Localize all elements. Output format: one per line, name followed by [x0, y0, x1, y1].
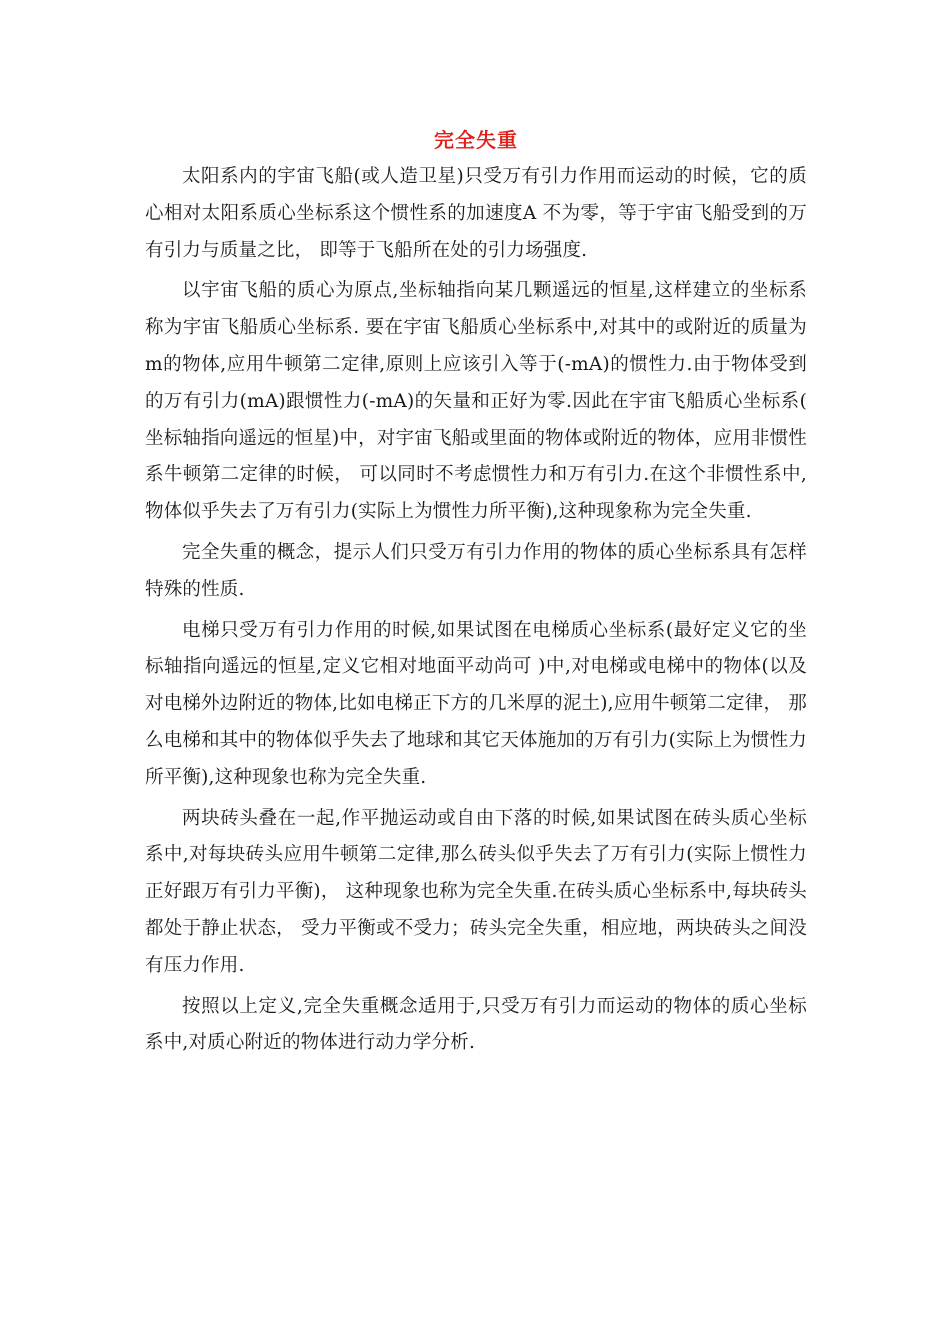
paragraph-2: 以宇宙飞船的质心为原点,坐标轴指向某几颗遥远的恒星,这样建立的坐标系称为宇宙飞船质心坐标系. 要在宇宙飞船质心坐标系中,对其中的或附近的质量为m的物体,应用牛顿第二定律,原则上应该引入等于(-mA)的惯性力.由于物体受到的万有引力(mA)跟惯性力(-mA)的矢量和正好为零.因此在宇宙飞船质心坐标系( 坐标轴指向遥远的恒星)中，对宇宙飞船或里面的物体或附近的物体，应用非惯性系牛顿第二定律的时候， 可以同时不考虑惯性力和万有引力.在这个非惯性系中,物体似乎失去了万有引力(实际上为惯性力所平衡),这种现象称为完全失重.	[145, 280, 807, 523]
document-title: 完全失重	[434, 128, 518, 152]
paragraph-3: 完全失重的概念，提示人们只受万有引力作用的物体的质心坐标系具有怎样特殊的性质.	[145, 541, 807, 600]
paragraph-1: 太阳系内的宇宙飞船(或人造卫星)只受万有引力作用而运动的时候，它的质心相对太阳系质心坐标系这个惯性系的加速度A 不为零，等于宇宙飞船受到的万有引力与质量之比， 即等于飞船所在处的引力场强度.	[145, 166, 807, 261]
paragraph-4: 电梯只受万有引力作用的时候,如果试图在电梯质心坐标系(最好定义它的坐标轴指向遥远的恒星,定义它相对地面平动尚可 )中,对电梯或电梯中的物体(以及对电梯外边附近的物体,比如电梯正下方的几米厚的泥土),应用牛顿第二定律， 那么电梯和其中的物体似乎失去了地球和其它天体施加的万有引力(实际上为惯性力所平衡),这种现象也称为完全失重.	[145, 619, 807, 788]
paragraph-6: 按照以上定义,完全失重概念适用于,只受万有引力而运动的物体的质心坐标系中,对质心附近的物体进行动力学分析.	[145, 995, 807, 1054]
document-page	[145, 125, 807, 1066]
paragraph-5: 两块砖头叠在一起,作平抛运动或自由下落的时候,如果试图在砖头质心坐标系中,对每块砖头应用牛顿第二定律,那么砖头似乎失去了万有引力(实际上惯性力正好跟万有引力平衡)， 这种现象也称为完全失重.在砖头质心坐标系中,每块砖头都处于静止状态， 受力平衡或不受力；砖头完全失重，相应地，两块砖头之间没有压力作用.	[145, 807, 807, 976]
